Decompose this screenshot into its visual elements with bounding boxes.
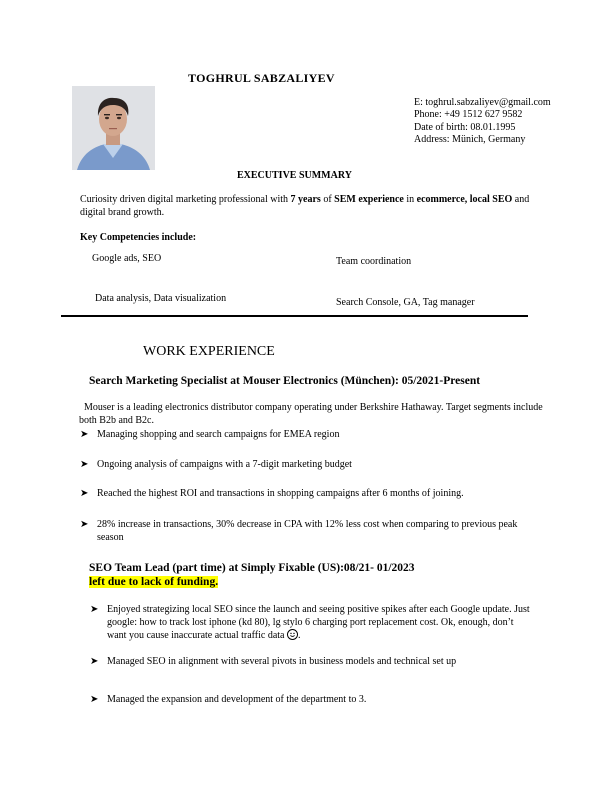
summary-part: , xyxy=(464,194,470,205)
list-item-text: Enjoyed strategizing local SEO since the launch and seeing positive spikes after each Google update. Just google: how to track lost iphone (kd 80), lg stylo 6 charging port replacement cost. Ok, enough, don’t want you cause inaccurate actual traffic data xyxy=(107,604,530,641)
arrow-bullet-icon: ➤ xyxy=(80,488,89,499)
summary-ecommerce: ecommerce xyxy=(416,194,465,205)
job-title: Search Marketing Specialist at Mouser Electronics (München): 05/2021-Present xyxy=(89,375,481,387)
contact-email: E: toghrul.sabzaliyev@gmail.com xyxy=(414,97,551,108)
contact-address: Address: Münich, Germany xyxy=(414,133,526,145)
list-item: 28% increase in transactions, 30% decrease in CPA with 12% less cost when comparing to previous peak season xyxy=(97,519,518,543)
contact-block xyxy=(414,97,551,146)
job-title: SEO Team Lead (part time) at Simply Fixable (US):08/21- 01/2023 xyxy=(89,562,415,574)
smiley-icon xyxy=(287,629,298,640)
candidate-name: TOGHRUL SABZALIYEV xyxy=(188,71,335,85)
job-description-text: Mouser is a leading electronics distributor company operating under Berkshire Hathaway. Target segments include both B2b and B2c. xyxy=(79,402,543,426)
work-experience-title: WORK EXPERIENCE xyxy=(143,344,275,359)
section-divider xyxy=(61,315,528,317)
list-item: Enjoyed strategizing local SEO since the launch and seeing positive spikes after each Google update. Just google: how to track lost iphone (kd 80), lg stylo 6 charging port replacement cost. Ok, enough, don’t want you cause inaccurate actual traffic data . xyxy=(107,604,530,641)
key-competencies-title: Key Competencies include: xyxy=(80,232,197,243)
summary-years: 7 years xyxy=(290,194,321,205)
competency-item: Team coordination xyxy=(336,256,412,267)
list-item: Managed the expansion and development of the department to 3. xyxy=(107,694,367,705)
summary-part: of xyxy=(320,194,335,205)
contact-dob: Date of birth: 08.01.1995 xyxy=(414,121,516,133)
arrow-bullet-icon: ➤ xyxy=(80,519,89,530)
profile-photo-image xyxy=(72,86,155,170)
arrow-bullet-icon: ➤ xyxy=(90,694,99,705)
summary-local-seo: local SEO xyxy=(469,194,513,205)
list-item: Managed SEO in alignment with several pivots in business models and technical set up xyxy=(107,656,457,667)
job-note-highlight: left due to lack of funding. xyxy=(89,576,219,588)
competency-item: Data analysis, Data visualization xyxy=(95,293,227,304)
list-item: Ongoing analysis of campaigns with a 7-digit marketing budget xyxy=(97,459,352,470)
arrow-bullet-icon: ➤ xyxy=(80,429,89,440)
arrow-bullet-icon: ➤ xyxy=(90,604,99,615)
summary-sem: SEM experience xyxy=(334,194,404,205)
arrow-bullet-icon: ➤ xyxy=(80,459,89,470)
summary-part: and digital brand growth. xyxy=(80,194,530,218)
arrow-bullet-icon: ➤ xyxy=(90,656,99,667)
summary-part: Curiosity driven digital marketing professional with xyxy=(80,194,291,205)
summary-part: in xyxy=(403,194,417,205)
profile-photo xyxy=(72,86,155,170)
competency-item: Search Console, GA, Tag manager xyxy=(336,297,475,308)
executive-summary-title: EXECUTIVE SUMMARY xyxy=(237,170,352,181)
job-description xyxy=(79,402,549,427)
list-item: Managing shopping and search campaigns for EMEA region xyxy=(97,429,340,440)
competency-item: Google ads, SEO xyxy=(92,253,162,264)
contact-phone: Phone: +49 1512 627 9582 xyxy=(414,109,523,121)
list-item: Reached the highest ROI and transactions in shopping campaigns after 6 months of joining. xyxy=(97,488,464,499)
executive-summary-text xyxy=(80,193,550,219)
